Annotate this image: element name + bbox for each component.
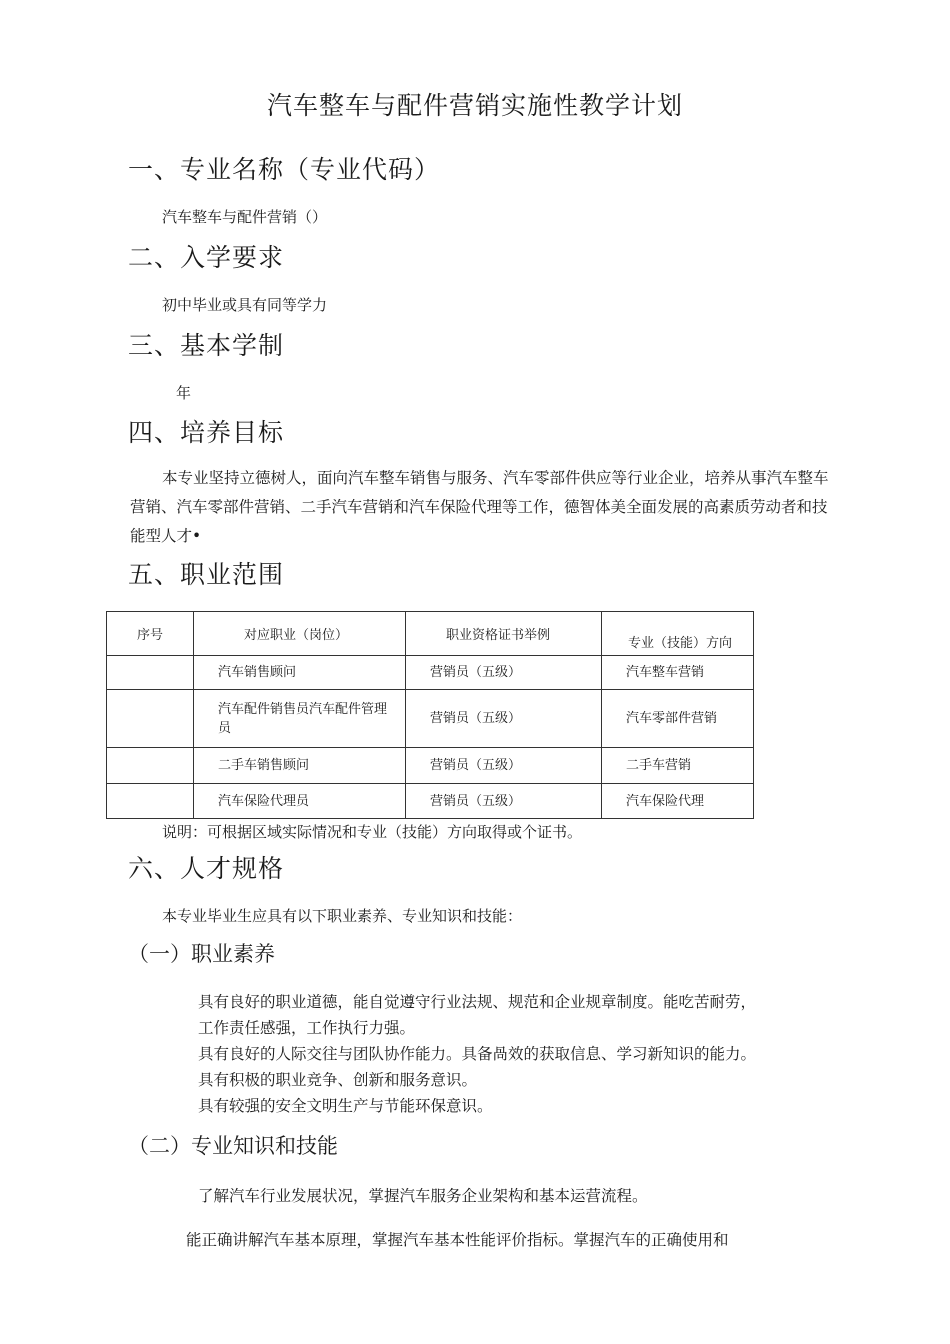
table-cell: 汽车销售顾问 [194, 656, 406, 690]
table-cell: 营销员（五级） [406, 748, 602, 784]
knowledge-item: 能正确讲解汽车基本原理，掌握汽车基本性能评价指标。掌握汽车的正确使用和 [186, 1231, 729, 1249]
section-3-heading: 三、基本学制 [128, 331, 285, 360]
table-cell: 营销员（五级） [406, 656, 602, 690]
section-3-body: 年 [176, 384, 192, 402]
occupation-table [106, 611, 754, 819]
table-row [107, 748, 754, 784]
table-header-row [107, 612, 754, 656]
table-cell: 二手车销售顾问 [194, 748, 406, 784]
list-item: 工作责任感强，工作执行力强。 [198, 1019, 416, 1037]
table-cell: 汽车保险代理员 [194, 784, 406, 819]
list-item: 具有较强的安全文明生产与节能环保意识。 [198, 1097, 493, 1115]
section-1-heading: 一、专业名称（专业代码） [128, 155, 441, 184]
table-cell: 营销员（五级） [406, 690, 602, 748]
table-note: 说明：可根据区域实际情况和专业（技能）方向取得或个证书。 [162, 823, 583, 841]
table-cell: 汽车整车营销 [602, 656, 754, 690]
table-header-cell: 职业资格证书举例 [406, 612, 602, 656]
list-item: 具有积极的职业竞争、创新和服务意识。 [198, 1071, 478, 1089]
professional-quality-list [198, 989, 756, 1119]
subsection-2-heading: （二）专业知识和技能 [128, 1134, 338, 1158]
list-item: 具有良好的职业道德，能自觉遵守行业法规、规范和企业规章制度。能吃苦耐劳， [198, 993, 757, 1011]
table-cell [107, 748, 194, 784]
table-row [107, 656, 754, 690]
table-cell [107, 656, 194, 690]
section-4-heading: 四、培养目标 [128, 418, 285, 447]
subsection-1-heading: （一）职业素养 [128, 942, 275, 966]
section-6-intro: 本专业毕业生应具有以下职业素养、专业知识和技能： [162, 907, 523, 925]
table-row [107, 690, 754, 748]
section-5-heading: 五、职业范围 [128, 560, 285, 589]
section-2-body: 初中毕业或具有同等学力 [162, 296, 328, 314]
table-header-cell: 序号 [107, 612, 194, 656]
section-4-body [130, 464, 842, 551]
section-4-body-text: 本专业坚持立德树人，面向汽车整车销售与服务、汽车零部件供应等行业企业，培养从事汽车整车营销、汽车零部件营销、二手汽车营销和汽车保险代理等工作，德智体美全面发展的高素质劳动者和技能型人才• [130, 469, 829, 545]
table-cell: 汽车保险代理 [602, 784, 754, 819]
table-cell [107, 784, 194, 819]
table-cell: 二手车营销 [602, 748, 754, 784]
knowledge-item: 了解汽车行业发展状况，掌握汽车服务企业架构和基本运营流程。 [198, 1187, 648, 1205]
table-cell: 汽车零部件营销 [602, 690, 754, 748]
section-6-heading: 六、人才规格 [128, 854, 285, 883]
table-cell: 营销员（五级） [406, 784, 602, 819]
section-2-heading: 二、入学要求 [128, 243, 285, 272]
table-header-cell: 对应职业（岗位） [194, 612, 406, 656]
table-header-cell: 专业（技能）方向 [602, 612, 754, 656]
list-item: 具有良好的人际交往与团队协作能力。具备咼效的获取信息、学习新知识的能力。 [198, 1045, 757, 1063]
page-title: 汽车整车与配件营销实施性教学计划 [266, 91, 683, 120]
table-row [107, 784, 754, 819]
table-cell [107, 690, 194, 748]
table-cell: 汽车配件销售员汽车配件管理员 [194, 690, 406, 748]
section-1-body: 汽车整车与配件营销（） [162, 208, 328, 226]
